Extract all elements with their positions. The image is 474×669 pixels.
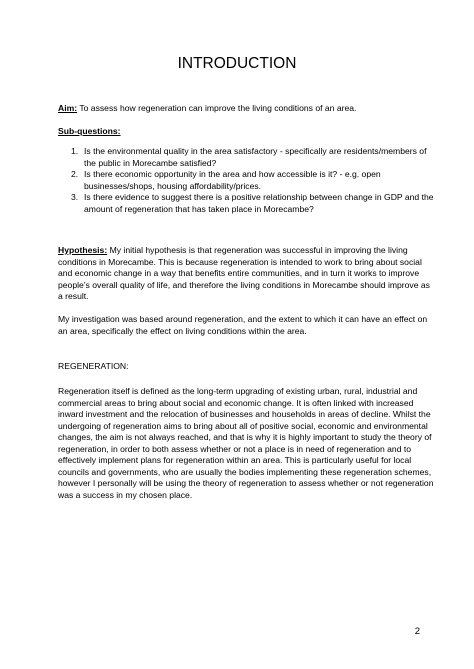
list-item-number: 2. [71,169,79,179]
regeneration-heading: REGENERATION: [58,361,129,371]
subquestions-heading-block [58,126,436,138]
investigation-text: My investigation was based around regeneration, and the extent to which it can have an effect on an area, specifically the effect on living conditions within the area. [58,314,428,336]
list-item-text: Is there evidence to suggest there is a positive relationship between change in GDP and the amount of regeneration that has taken place in Morecambe? [84,192,434,214]
regeneration-heading-block [58,361,436,373]
page-number: 2 [414,626,420,637]
list-item [58,192,436,215]
regeneration-text: Regeneration itself is defined as the long-term upgrading of existing urban, rural, industrial and commercial areas to bring about social and economic change. It is often linked with increased inward investment and the relocation of businesses and households in areas of decline. Whilst the undergoing of regeneration aims to bring about all of positive social, economic and environmental changes, the aim is not always reached, and that is why it is highly important to study the theory of regeneration, in order to both assess whether or not a place is in need of regeneration and to effectively implement plans for regeneration within an area. This is particularly useful for local councils and governments, who are usually the bodies implementing these regeneration schemes, however I personally will be using the theory of regeneration to assess whether or not regeneration was a success in my chosen place. [58,386,434,500]
list-item [58,169,436,192]
list-item-text: Is the environmental quality in the area satisfactory - specifically are residents/members of the public in Morecambe satisfied? [84,146,427,168]
hypothesis-label: Hypothesis: [58,245,108,255]
hypothesis-paragraph [58,245,436,303]
subquestions-list [58,146,436,215]
aim-paragraph [58,103,436,115]
list-item-number: 1. [71,146,79,156]
list-item-number: 3. [71,192,79,202]
list-item [58,146,436,169]
subquestions-heading: Sub-questions: [58,126,121,136]
aim-label: Aim: [58,103,78,113]
investigation-paragraph [58,314,436,337]
hypothesis-text: My initial hypothesis is that regeneration was successful in improving the living conditions in Morecambe. This is because regeneration is intended to work to bring about social and economic change in a way that benefits entire communities, and in turn it works to improve people’s overall quality of life, and therefore the living conditions in Morecambe should improve as a result. [58,245,430,301]
regeneration-paragraph [58,386,436,501]
aim-text: To assess how regeneration can improve the living conditions of an area. [77,103,357,113]
page-title: INTRODUCTION [177,55,297,72]
list-item-text: Is there economic opportunity in the area and how accessible is it? - e.g. open businesses/shops, housing affordability/prices. [84,169,381,191]
